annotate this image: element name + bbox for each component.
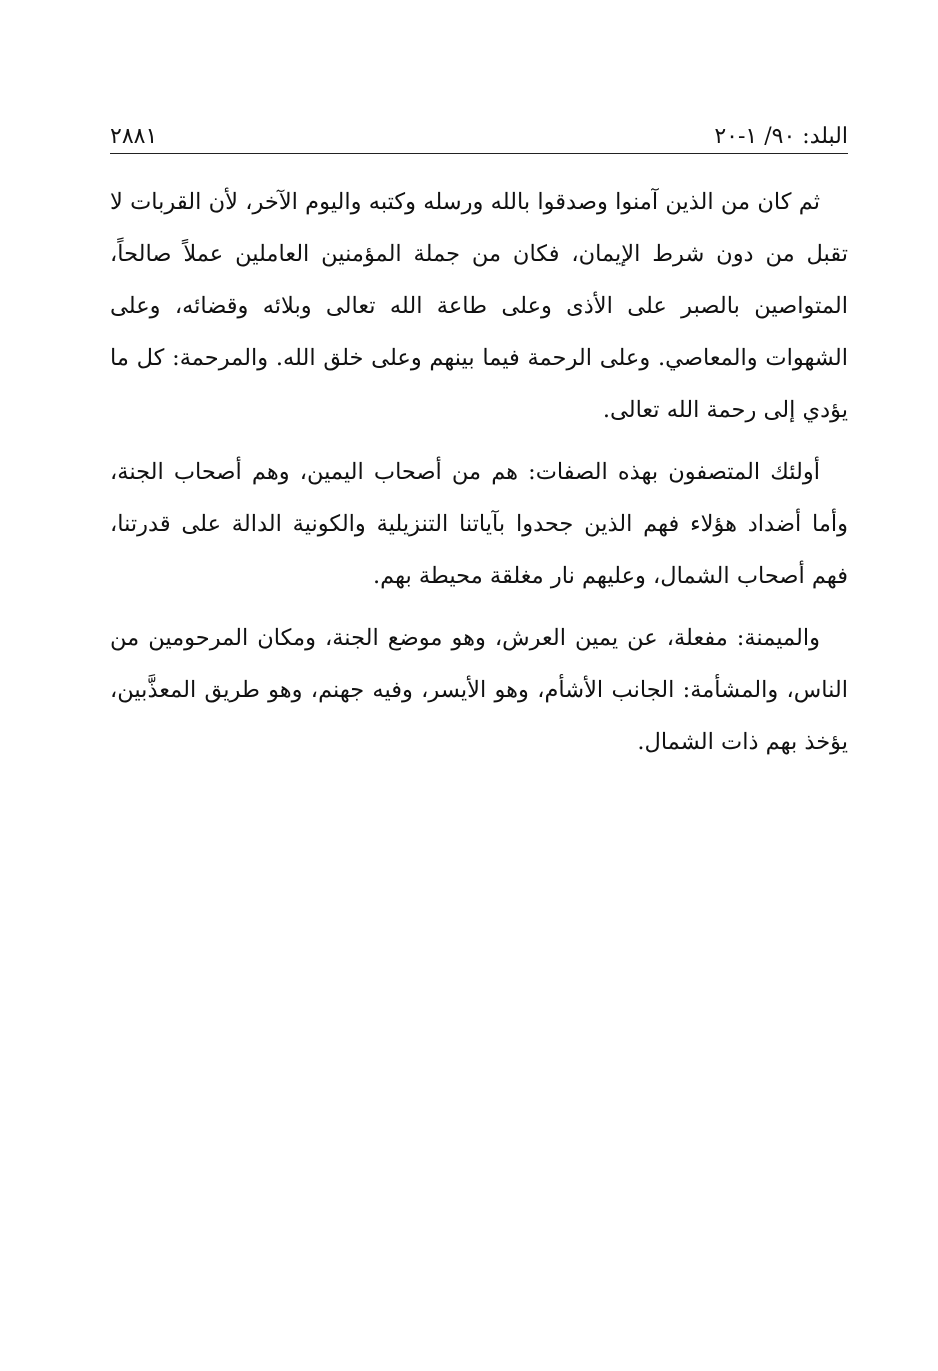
paragraph-1: ثم كان من الذين آمنوا وصدقوا بالله ورسله وكتبه واليوم الآخر، لأن القربات لا تقبل من دون شرط الإيمان، فكان من جملة المؤمنين العاملين عملاً صالحاً، المتواصين بالصبر على الأذى وعلى طاعة الله تعالى وبلائه وقضائه، وعلى الشهوات والمعاصي. وعلى الرحمة فيما بينهم وعلى خلق الله. والمرحمة: كل ما يؤدي إلى رحمة الله تعالى. <box>110 189 848 423</box>
page-number: ٢٨٨١ <box>110 124 158 149</box>
running-title: البلد: ٩٠/ ١-٢٠ <box>714 124 848 149</box>
body-text <box>110 176 848 778</box>
paragraph-3: والميمنة: مفعلة، عن يمين العرش، وهو موضع الجنة، ومكان المرحومين من الناس، والمشأمة: الجانب الأشأم، وهو الأيسر، وفيه جهنم، وهو طريق المعذَّبين، يؤخذ بهم ذات الشمال. <box>110 625 848 755</box>
paragraph-2: أولئك المتصفون بهذه الصفات: هم من أصحاب اليمين، وهم أصحاب الجنة، وأما أضداد هؤلاء فهم الذين جحدوا بآياتنا التنزيلية والكونية الدالة على قدرتنا، فهم أصحاب الشمال، وعليهم نار مغلقة محيطة بهم. <box>110 459 848 589</box>
page-header <box>110 114 848 154</box>
